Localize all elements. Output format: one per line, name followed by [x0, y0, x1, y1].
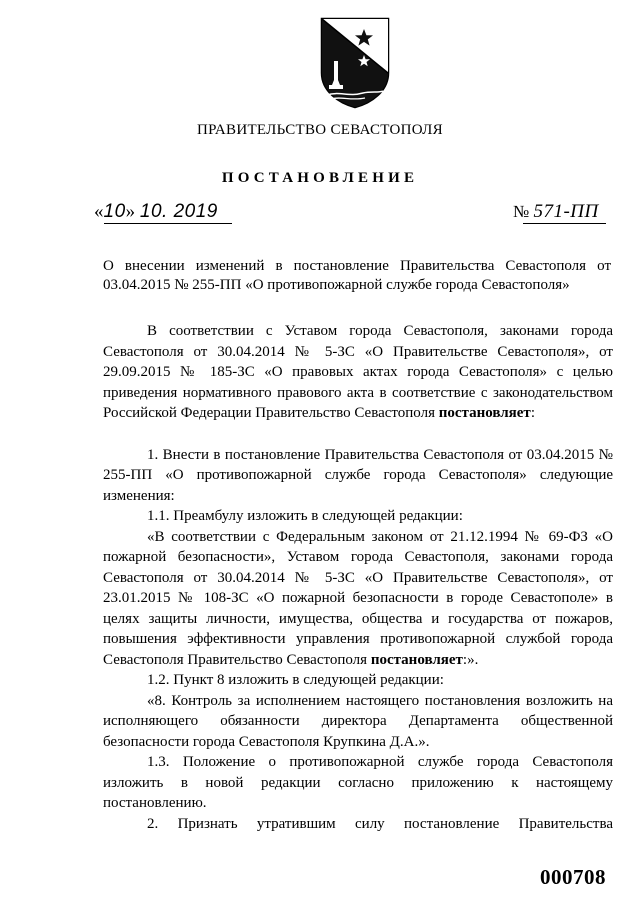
date-number-row	[94, 201, 614, 227]
document-number	[513, 201, 599, 223]
date-day: 10	[103, 201, 126, 222]
number-underline	[523, 223, 606, 224]
item-1-3: 1.3. Положение о противопожарной службе города Севастополя изложить в новой редакции согласно приложению к настоящему постановлению.	[103, 754, 613, 811]
preamble-paragraph: В соответствии с Уставом города Севастополя, законами города Севастополя от 30.04.2014 № 5-ЗС «О Правительстве Севастополя», от 29.09.2015 № 185-ЗС «О правовых актах города Севастополя» с целью приведения нормативного правового акта в соответствие с законодательством Российской Федерации Правительство Севастополя постановляет:	[103, 323, 613, 421]
decree-verb: постановляет	[438, 405, 531, 421]
item-2: 2. Признать утратившим силу постановление Правительства	[147, 815, 613, 832]
item-1-2-quote: «8. Контроль за исполнением настоящего постановления возложить на исполняющего обязанности директора Департамента общественной безопасности города Севастополя Крупкина Д.А.».	[103, 692, 613, 750]
document-body	[103, 321, 613, 834]
number-prefix: №	[513, 202, 530, 221]
document-type-title: ПОСТАНОВЛЕНИЕ	[221, 170, 419, 186]
quote-decree-verb: постановляет	[370, 651, 463, 668]
item-1-1: 1.1. Преамбулу изложить в следующей редакции:	[147, 508, 463, 524]
date-month-year: 10. 2019	[139, 201, 218, 222]
date-underline	[104, 223, 232, 224]
document-date: «10» 10. 2019	[94, 201, 218, 222]
sevastopol-coat-of-arms-icon	[319, 15, 391, 109]
document-subject: О внесении изменений в постановление Правительства Севастополя от 03.04.2015 № 255-ПП «О противопожарной службе города Севастополя»	[103, 258, 611, 293]
item-1: 1. Внести в постановление Правительства Севастополя от 03.04.2015 № 255-ПП «О противопожарной службе города Севастополя» следующие изменения:	[103, 446, 613, 504]
number-value: 571-ПП	[533, 201, 599, 222]
item-1-2: 1.2. Пункт 8 изложить в следующей редакции:	[147, 672, 444, 688]
government-title: ПРАВИТЕЛЬСТВО СЕВАСТОПОЛЯ	[197, 122, 443, 138]
form-serial-number: 000708	[540, 865, 606, 889]
item-1-1-quote: «В соответствии с Федеральным законом от 21.12.1994 № 69-ФЗ «О пожарной безопасности», Уставом города Севастополя, законами города Севастополя от 30.04.2014 № 5-ЗС «О Правительстве Севастополя», от 23.01.2015 № 108-ЗС «О пожарной безопасности в городе Севастополе» в целях защиты личности, имущества, общества и государства от пожаров, повышения эффективности управления противопожарной службой города Севастополя Правительство Севастополя постановляет:».	[103, 528, 613, 668]
